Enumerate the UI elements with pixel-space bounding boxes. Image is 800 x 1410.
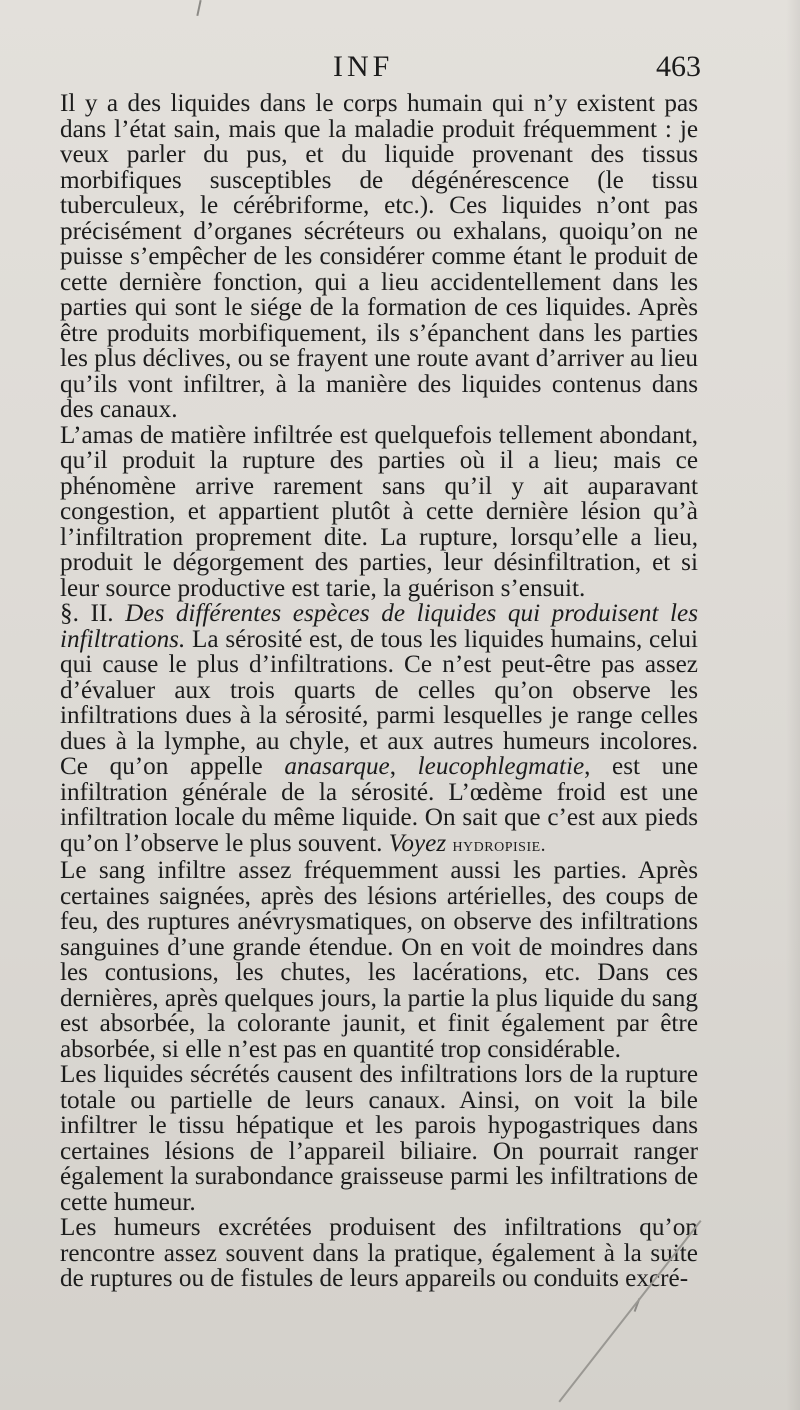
cross-reference-target: hydropisie. [452, 833, 547, 856]
term-separator: , [389, 753, 397, 780]
section-text: La sérosité est, de tous les liquides humains, celui qui cause le plus d’infiltrations. Ce n’est peut-être pas assez d’évaluer aux trois quarts de celles qu’on observe les infiltrations dues à la sérosité, parmi lesquelles je range celles dues à la lymphe, au chyle, et aux autres humeurs incolores. Ce qu’on appelle [60, 625, 699, 780]
page-body [60, 91, 698, 1292]
paragraph: Les humeurs excrétées produisent des infiltrations qu’on rencontre assez souvent dans la pratique, également à la suite de ruptures ou de fistules de leurs appareils ou conduits excré- [60, 1214, 698, 1292]
page-header [0, 50, 800, 90]
page-edge-shadow [786, 0, 800, 1410]
section-paragraph [60, 601, 698, 858]
paragraph: Il y a des liquides dans le corps humain qui n’y existent pas dans l’état sain, mais que la maladie produit fréquemment : je veux parler du pus, et du liquide provenant des tissus morbifiques susceptibles de dégénérescence (le tissu tuberculeux, le cérébriforme, etc.). Ces liquides n’ont pas précisément d’organes sécréteurs ou exhalans, quoiqu’on ne puisse s’empêcher de les considérer comme étant le produit de cette dernière fonction, qui a lieu accidentellement dans les parties qui sont le siége de la formation de ces liquides. Après être produits morbifiquement, ils s’épanchent dans les parties les plus déclives, ou se frayent une route avant d’arriver au lieu qu’ils vont infiltrer, à la manière des liquides contenus dans des canaux. [60, 90, 698, 423]
term-anasarque: anasarque [284, 753, 390, 780]
ink-mark [196, 0, 201, 16]
cross-reference-label: Voyez [388, 829, 447, 857]
section-title: Des différentes espèces de liquides qui produisent les infiltrations. [60, 600, 698, 653]
section-text-continued: , est une infiltration générale de la sérosité. L’œdème froid est une infiltration locale du même liquide. On sait que c’est aux pieds qu’on l’observe le plus souvent. [60, 753, 699, 857]
paragraph: Les liquides sécrétés causent des infiltrations lors de la rupture totale ou partielle de leurs canaux. Ainsi, on voit la bile infiltrer le tissu hépatique et les parois hypogastriques dans certaines lésions de l’appareil biliaire. On pourrait ranger également la surabondance graisseuse parmi les infiltrations de cette humeur. [60, 1061, 698, 1216]
running-head: INF [333, 50, 394, 83]
page-number: 463 [656, 50, 701, 83]
section-marker: §. II. [60, 600, 114, 627]
paragraph: Le sang infiltre assez fréquemment aussi les parties. Après certaines saignées, après des lésions artérielles, des coups de feu, des ruptures anévrysmatiques, on observe des infiltrations sanguines d’une grande étendue. On en voit de moindres dans les contusions, les chutes, les lacérations, etc. Dans ces dernières, après quelques jours, la partie la plus liquide du sang est absorbée, la colorante jaunit, et finit également par être absorbée, si elle n’est pas en quantité trop considérable. [60, 857, 698, 1063]
paragraph: L’amas de matière infiltrée est quelquefois tellement abondant, qu’il produit la rupture des parties où il a lieu; mais ce phénomène arrive rarement sans qu’il y ait auparavant congestion, et appartient plutôt à cette dernière lésion qu’à l’infiltration proprement dite. La rupture, lorsqu’elle a lieu, produit le dégorgement des parties, leur désinfiltration, et si leur source productive est tarie, la guérison s’ensuit. [60, 421, 698, 602]
term-leucophlegmatie: leucophlegmatie [417, 753, 585, 780]
